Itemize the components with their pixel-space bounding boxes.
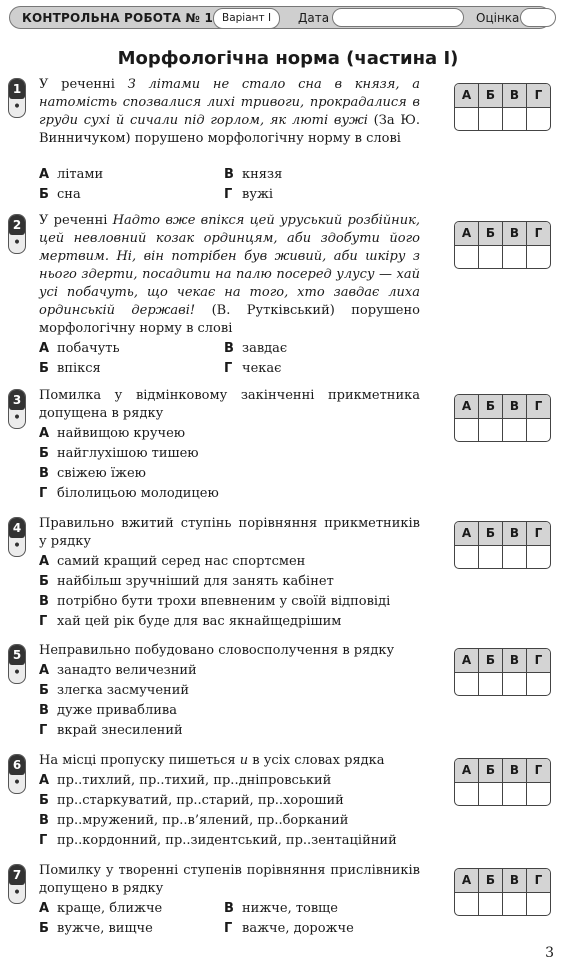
option-text: завдає [242,341,288,356]
question-number-badge [8,754,26,794]
question-text-part: У реченні [39,77,128,92]
answer-checkbox[interactable] [527,783,550,806]
option-4 [224,186,273,204]
option-letter: А [39,773,50,788]
question-text [39,515,420,551]
date-label: Дата [298,11,330,25]
option-3 [39,812,348,830]
question-number: 7 [9,865,25,885]
option-3 [39,593,390,611]
option-2 [39,186,81,204]
option-3 [224,900,338,918]
option-3 [224,166,282,184]
option-4 [39,613,341,631]
option-text: впікся [57,361,101,376]
date-field[interactable] [332,8,464,27]
option-2 [39,573,334,591]
answer-letter: Б [479,222,503,245]
answer-grid-header [455,395,550,418]
answer-letter: Б [479,869,503,892]
option-letter: А [39,663,50,678]
option-letter: А [39,426,50,441]
option-letter: Г [39,723,48,738]
option-letter: Г [39,833,48,848]
option-letter: Г [39,614,48,629]
option-text: пр..старкуватий, пр..старий, пр..хороший [57,793,344,808]
answer-checkbox[interactable] [527,893,550,916]
answer-checkbox[interactable] [527,246,550,269]
option-text: чекає [242,361,282,376]
option-text: сна [57,187,81,202]
answer-grid-cells [455,672,550,696]
question-number-badge [8,78,26,118]
option-text: самий кращий серед нас спортсмен [57,554,306,569]
answer-grid-cells [455,418,550,442]
answer-checkbox[interactable] [527,546,550,569]
question-number: 5 [9,645,25,665]
question-number: 3 [9,390,25,410]
answer-letter: Г [534,88,543,102]
answer-checkbox[interactable] [503,893,527,916]
question-text [39,387,420,423]
option-letter: Г [224,187,233,202]
answer-grid [454,648,551,696]
question-text-part: (За Ю. Винничуком) порушено морфологічну норму в слові [39,113,420,146]
answer-letter: В [503,869,527,892]
answer-letter: Г [534,873,543,887]
answer-letter: Г [534,399,543,413]
answer-letter: В [503,759,527,782]
answer-grid-cells [455,892,550,916]
option-letter: В [39,703,49,718]
option-3 [39,702,177,720]
answer-grid-header [455,222,550,245]
option-letter: А [39,554,50,569]
answer-letter: А [455,869,479,892]
bullet-dot-icon: • [12,410,22,426]
question-text [39,752,420,770]
option-4 [39,832,397,850]
option-letter: Г [224,921,233,936]
answer-letter: Б [479,649,503,672]
answer-checkbox[interactable] [503,108,527,131]
option-text: краще, ближче [57,901,163,916]
question-number-badge [8,517,26,557]
answer-letter: Б [479,395,503,418]
bullet-dot-icon: • [12,665,22,681]
quoted-sentence: и [239,753,249,768]
answer-letter: Г [534,226,543,240]
option-text: пр..тихлий, пр..тихий, пр..дніпровський [57,773,332,788]
bullet-dot-icon: • [12,885,22,901]
option-4 [224,920,354,938]
answer-letter: В [503,222,527,245]
answer-letter: А [455,84,479,107]
question-number-badge [8,864,26,904]
option-text: хай цей рік буде для вас якнайщедрішим [57,614,342,629]
answer-grid-cells [455,545,550,569]
option-text: злегка засмучений [57,683,190,698]
option-letter: В [224,341,234,356]
answer-checkbox[interactable] [503,673,527,696]
answer-letter: В [503,84,527,107]
option-text: вужче, вищче [57,921,153,936]
answer-letter: Б [479,759,503,782]
option-3 [224,340,287,358]
option-text: потрібно бути трохи впевненим у своїй відповіді [57,594,391,609]
option-letter: Б [39,187,49,202]
option-3 [39,465,146,483]
option-1 [39,772,331,790]
option-letter: Б [39,793,49,808]
question-text-part: Помилка у відмінковому закінченні прикметника допущена в рядку [39,388,420,421]
option-1 [39,166,103,184]
answer-checkbox[interactable] [527,419,550,442]
question-text-part: Помилку у творенні ступенів порівняння прислівників допущено в рядку [39,863,420,896]
answer-grid-header [455,84,550,107]
option-letter: Б [39,683,49,698]
answer-checkbox[interactable] [479,673,503,696]
question-text [39,212,420,338]
question-text-part: Правильно вжитий ступінь порівняння прикметників у рядку [39,516,420,549]
answer-grid-header [455,649,550,672]
answer-checkbox[interactable] [479,783,503,806]
answer-letter: А [455,522,479,545]
test-title: КОНТРОЛЬНА РОБОТА № 1 [22,11,214,25]
answer-grid-header [455,522,550,545]
option-text: літами [57,167,104,182]
quoted-sentence: З літами не стало сна в князя, а натомість спозвалися лихі тривоги, прокрадалися в груди сухі й сичали під горлом, як люті вужі [39,77,420,128]
option-letter: Б [39,361,49,376]
option-letter: Б [39,921,49,936]
question-number: 1 [9,79,25,99]
answer-checkbox[interactable] [479,108,503,131]
answer-checkbox[interactable] [455,246,479,269]
option-text: князя [242,167,283,182]
option-letter: В [39,594,49,609]
answer-checkbox[interactable] [527,108,550,131]
answer-checkbox[interactable] [503,419,527,442]
bullet-dot-icon: • [12,538,22,554]
option-letter: В [39,813,49,828]
option-2 [39,445,199,463]
question-number-badge [8,214,26,254]
question-text-part: в усіх словах рядка [248,753,385,768]
option-text: занадто величезний [57,663,197,678]
option-2 [39,360,101,378]
answer-letter: Г [534,526,543,540]
answer-grid [454,521,551,569]
answer-grid-header [455,869,550,892]
option-text: пр..кордонний, пр..зидентський, пр..зентаційний [57,833,397,848]
question-text [39,862,420,898]
answer-letter: А [455,649,479,672]
option-text: найглухішою тишею [57,446,199,461]
option-1 [39,340,120,358]
answer-letter: В [503,395,527,418]
answer-letter: В [503,649,527,672]
option-letter: Б [39,574,49,589]
option-letter: Г [224,361,233,376]
option-text: вкрай знесилений [57,723,183,738]
question-text-part: У реченні [39,213,113,228]
answer-checkbox[interactable] [527,673,550,696]
answer-letter: В [503,522,527,545]
bullet-dot-icon: • [12,235,22,251]
option-2 [39,682,189,700]
option-2 [39,920,153,938]
answer-checkbox[interactable] [479,893,503,916]
option-letter: В [224,901,234,916]
question-number-badge [8,644,26,684]
answer-letter: А [455,395,479,418]
answer-letter: Г [534,763,543,777]
answer-grid-cells [455,245,550,269]
option-letter: В [39,466,49,481]
option-text: дуже приваблива [57,703,177,718]
option-1 [39,553,305,571]
option-text: білолицьою молодицею [57,486,219,501]
page-number: 3 [545,945,554,961]
option-1 [39,425,185,443]
answer-checkbox[interactable] [479,419,503,442]
bullet-dot-icon: • [12,775,22,791]
option-letter: Г [39,486,48,501]
answer-checkbox[interactable] [455,419,479,442]
answer-checkbox[interactable] [503,246,527,269]
answer-letter: А [455,759,479,782]
option-letter: А [39,341,50,356]
option-text: найбільш зручніший для занять кабінет [57,574,334,589]
answer-checkbox[interactable] [503,783,527,806]
variant-badge: Варіант І [213,8,280,29]
question-text-part: (В. Рутківський) порушено морфологічну норму в слові [39,303,420,336]
option-4 [39,485,219,503]
option-letter: Б [39,446,49,461]
answer-grid [454,394,551,442]
question-number: 6 [9,755,25,775]
question-number-badge [8,389,26,429]
question-text [39,76,420,148]
answer-checkbox[interactable] [479,246,503,269]
answer-grid-header [455,759,550,782]
page-title: Морфологічна норма (частина І) [117,48,459,69]
option-text: вужі [242,187,274,202]
option-text: найвищою кручею [57,426,186,441]
grade-field[interactable] [520,8,556,27]
answer-checkbox[interactable] [503,546,527,569]
option-letter: А [39,167,50,182]
answer-letter: Б [479,84,503,107]
answer-grid-cells [455,782,550,806]
option-text: важче, дорожче [242,921,354,936]
answer-checkbox[interactable] [455,108,479,131]
question-text-part: На місці пропуску пишеться [39,753,240,768]
answer-checkbox[interactable] [455,783,479,806]
question-text-part: Неправильно побудовано словосполучення в рядку [39,643,395,658]
grade-label: Оцінка [476,11,520,25]
answer-grid [454,83,551,131]
option-1 [39,662,197,680]
option-4 [39,722,183,740]
quoted-sentence: Надто вже впікся цей уруський розбійник, цей невловний козак ординцям, аби здобути його мертвим. Ні, він потрібен був живий, аби шкіру з нього здерти, посадити на палю посеред улусу — хай усі побачуть, що чекає на того, хто завдає лиха ординській державі! [39,213,421,318]
answer-letter: А [455,222,479,245]
answer-checkbox[interactable] [455,673,479,696]
option-1 [39,900,162,918]
option-text: нижче, товще [242,901,338,916]
question-number: 4 [9,518,25,538]
option-text: пр..мружений, пр..в’ялений, пр..борканий [57,813,349,828]
option-letter: В [224,167,234,182]
option-4 [224,360,281,378]
answer-checkbox[interactable] [479,546,503,569]
answer-grid-cells [455,107,550,131]
test-header [9,6,551,29]
answer-checkbox[interactable] [455,893,479,916]
question-text [39,642,420,660]
answer-grid [454,758,551,806]
option-letter: А [39,901,50,916]
option-2 [39,792,344,810]
option-text: побачуть [57,341,120,356]
answer-checkbox[interactable] [455,546,479,569]
question-number: 2 [9,215,25,235]
option-text: свіжею їжею [57,466,146,481]
bullet-dot-icon: • [12,99,22,115]
answer-grid [454,221,551,269]
answer-grid [454,868,551,916]
answer-letter: Б [479,522,503,545]
answer-letter: Г [534,653,543,667]
